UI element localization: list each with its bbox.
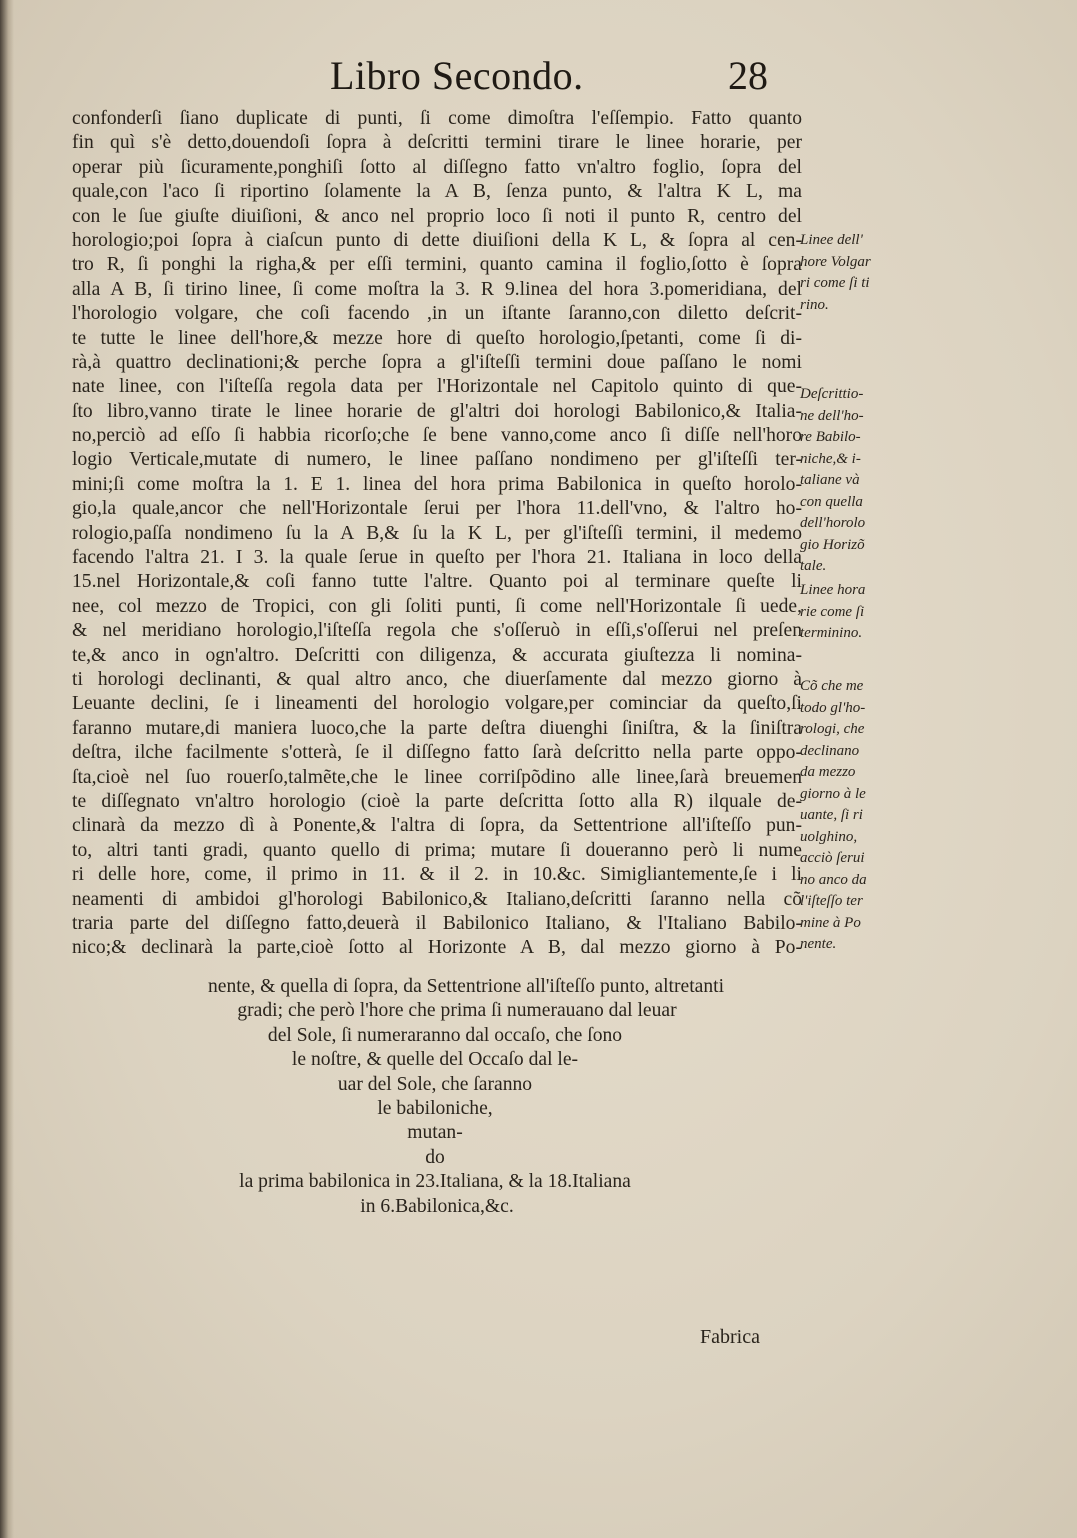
margin-note-line: hore Volgar: [800, 253, 871, 270]
margin-note-line: giorno à le: [800, 785, 866, 802]
tapered-text-block: [72, 975, 802, 1219]
text-line: Leuante declini, ſe i lineamenti del horologio volgare,per cominciar da queſto,ſi: [72, 693, 802, 715]
page-number: 28: [728, 53, 768, 98]
text-line: ti horologi declinanti, & qual altro anco, che diuerſamente dal mezzo giorno à: [72, 668, 802, 690]
margin-note-line: nente.: [800, 936, 837, 952]
page-edge-shadow: [0, 0, 14, 1538]
taper-line: le babiloniche,: [377, 1097, 493, 1119]
margin-note-line: terminino.: [800, 625, 863, 641]
text-line: rologio,paſſa nondimeno ſu la A B,& ſu la K L, per gl'iſteſſi termini, il medemo: [72, 522, 802, 544]
text-line: con le ſue giuſte diuiſioni, & anco nel proprio loco ſi noti il punto R, centro del: [72, 205, 802, 227]
text-line: nico;& declinarà la parte,cioè ſotto al Horizonte A B, dal mezzo giorno à Po-: [72, 937, 802, 959]
margin-note-line: acciò ſerui: [800, 850, 865, 866]
text-line: ri delle hore, come, il primo in 11. & il 2. in 10.&c. Simigliantemente,ſe i li: [72, 864, 802, 886]
margin-note-line: ri come ſi ti: [800, 275, 870, 291]
text-line: quale,con l'aco ſi riportino ſolamente la A B, ſenza punto, & l'altra K L, ma: [72, 181, 802, 203]
text-line: confonderſi ſiano duplicate di punti, ſi come dimoſtra l'eſſempio. Fatto quanto: [72, 108, 802, 129]
text-line: neamenti di ambidoi gl'horologi Babilonico,& Italiano,deſcritti ſaranno nella cõ: [72, 888, 802, 910]
margin-note-line: rie come ſi: [800, 603, 865, 620]
text-line: ſta,cioè nel ſuo rouerſo,talmẽte,che le linee corriſpõdino alle linee,ſarà breuemen: [72, 766, 802, 788]
margin-note: [800, 580, 890, 645]
text-line: horologio;poi ſopra à ciaſcun punto di dette diuiſioni della K L, & ſopra al cen-: [72, 229, 802, 251]
text-line: clinarà da mezzo dì à Ponente,& l'altra di ſopra, da Settentrione all'iſteſſo pun-: [72, 815, 802, 837]
margin-note-line: con quella: [800, 493, 863, 510]
running-head: [330, 52, 790, 102]
text-line: l'horologio volgare, che coſi facendo ,in un iſtante ſaranno,con diletto deſcrit-: [72, 303, 802, 325]
text-line: nee, col mezzo de Tropici, con gli ſoliti punti, ſi come nell'Horizontale ſi uede,: [72, 595, 802, 617]
margin-note-line: niche,& i-: [800, 450, 861, 467]
taper-line: nente, & quella di ſopra, da Settentrione all'iſteſſo punto, altretanti: [207, 976, 725, 997]
margin-note-line: re Babilo-: [800, 429, 861, 445]
margin-note-line: da mezzo: [800, 764, 856, 780]
taper-line: do: [425, 1146, 445, 1168]
catchword: Fabrica: [700, 1326, 760, 1348]
main-text-block: [72, 107, 802, 961]
taper-line: del Sole, ſi numeraranno dal occaſo, che ſono: [267, 1024, 623, 1046]
text-line: no,perciò ad eſſo ſi habbia ricorſo;che ſe bene vanno,come anco ſi diſſe nell'horo: [72, 425, 802, 447]
margin-note: [800, 230, 890, 316]
taper-line: le noſtre, & quelle del Occaſo dal le-: [291, 1049, 579, 1071]
text-line: alla A B, ſi tirino linee, ſi come moſtra la 3. R 9.linea del hora 3.pomeridiana, del: [72, 278, 802, 300]
text-line: rà,à quattro declinationi;& perche ſopra a gl'iſteſſi termini doue paſſano le nomi: [72, 351, 802, 373]
margin-note-line: uante, ſi ri: [800, 807, 863, 823]
margin-note-line: Linee hora: [800, 582, 866, 598]
text-line: ſto libro,vanno tirate le linee horarie de gl'altri doi horologi Babilonico,& Italia-: [72, 400, 802, 422]
margin-note-line: tale.: [800, 558, 827, 574]
running-head-title: Libro Secondo.: [330, 53, 584, 98]
taper-line: la prima babilonica in 23.Italiana, & la 18.Italiana: [239, 1171, 631, 1193]
text-line: 15.nel Horizontale,& coſi fanno tutte l'altre. Quanto poi al terminare queſte li: [72, 571, 802, 593]
margin-note-line: taliane và: [800, 472, 860, 488]
margin-note-line: uolghino,: [800, 828, 858, 845]
text-line: operar più ſicuramente,ponghiſi ſotto al diſſegno fatto vn'altro foglio, ſopra del: [72, 156, 802, 178]
margin-note-line: ne dell'ho-: [800, 407, 864, 424]
text-line: traria parte del diſſegno fatto,deuerà il Babilonico Italiano, & l'Italiano Babilo-: [72, 912, 802, 934]
text-line: gio,la quale,ancor che nell'Horizontale ſerui per l'hora 11.dell'vno, & l'altro ho-: [72, 498, 802, 520]
margin-note-line: gio Horizõ: [800, 536, 865, 553]
text-line: nate linee, con l'iſteſſa regola data per l'Horizontale nel Capitolo quinto di que-: [72, 376, 802, 398]
text-line: faranno mutare,di maniera luoco,che la parte deſtra diuenghi ſiniſtra, & la ſiniſtra: [72, 717, 802, 739]
margin-note-line: dell'horolo: [800, 515, 866, 531]
text-line: & nel meridiano horologio,l'iſteſſa regola che s'oſſeruò in eſſi,s'oſſerui nel preſen: [72, 620, 802, 642]
text-line: tro R, ſi ponghi la righa,& per eſſi termini, quanto camina il foglio,ſotto è ſopra: [72, 254, 802, 276]
margin-note-line: no anco da: [800, 871, 867, 888]
text-line: to, altri tanti gradi, quanto quello di prima; mutare ſi doueranno però li nume: [72, 839, 802, 861]
text-line: fin quì s'è detto,douendoſi ſopra à deſcritti termini tirare le linee horarie, per: [72, 132, 802, 154]
margin-note-line: l'iſteſſo ter: [800, 893, 863, 909]
text-line: te,& anco in ogn'altro. Deſcritti con diligenza, & accurata giuſtezza li nomina-: [72, 644, 802, 666]
taper-line: mutan-: [407, 1122, 463, 1144]
margin-note-line: Linee dell': [800, 232, 863, 248]
margin-note-line: Cõ che me: [800, 678, 864, 694]
margin-note-line: rino.: [800, 296, 829, 313]
margin-note-line: declinano: [800, 742, 860, 759]
text-line: deſtra, ilche facilmente s'otterà, ſe il diſſegno fatto ſarà deſcritto nella parte oppo-: [72, 742, 802, 764]
margin-note-line: mine à Po: [800, 914, 861, 931]
margin-note: [800, 676, 890, 956]
margin-note-line: todo gl'ho-: [800, 699, 866, 716]
margin-note-line: rologi, che: [800, 721, 865, 737]
text-line: te diſſegnato vn'altro horologio (cioè la parte deſcritta ſotto alla R) ilquale de-: [72, 790, 802, 812]
margin-note: [800, 384, 890, 578]
text-line: logio Verticale,mutate di numero, le linee paſſano nondimeno per gl'iſteſſi ter-: [72, 449, 802, 471]
taper-line: gradi; che però l'hore che prima ſi numerauano dal leuar: [237, 1000, 677, 1022]
taper-line: uar del Sole, che ſaranno: [337, 1073, 533, 1095]
text-line: te tutte le linee dell'hore,& mezze hore di queſto horologio,ſpetanti, come ſi di-: [72, 327, 802, 349]
taper-line: in 6.Babilonica,&c.: [360, 1195, 514, 1217]
text-line: mini;ſi come moſtra la 1. E 1. linea del hora prima Babilonica in queſto horolo-: [72, 473, 802, 495]
margin-note-line: Deſcrittio-: [800, 386, 864, 402]
text-line: facendo l'altra 21. I 3. la quale ſerue in queſto per l'hora 21. Italiana in loco della: [72, 547, 802, 569]
